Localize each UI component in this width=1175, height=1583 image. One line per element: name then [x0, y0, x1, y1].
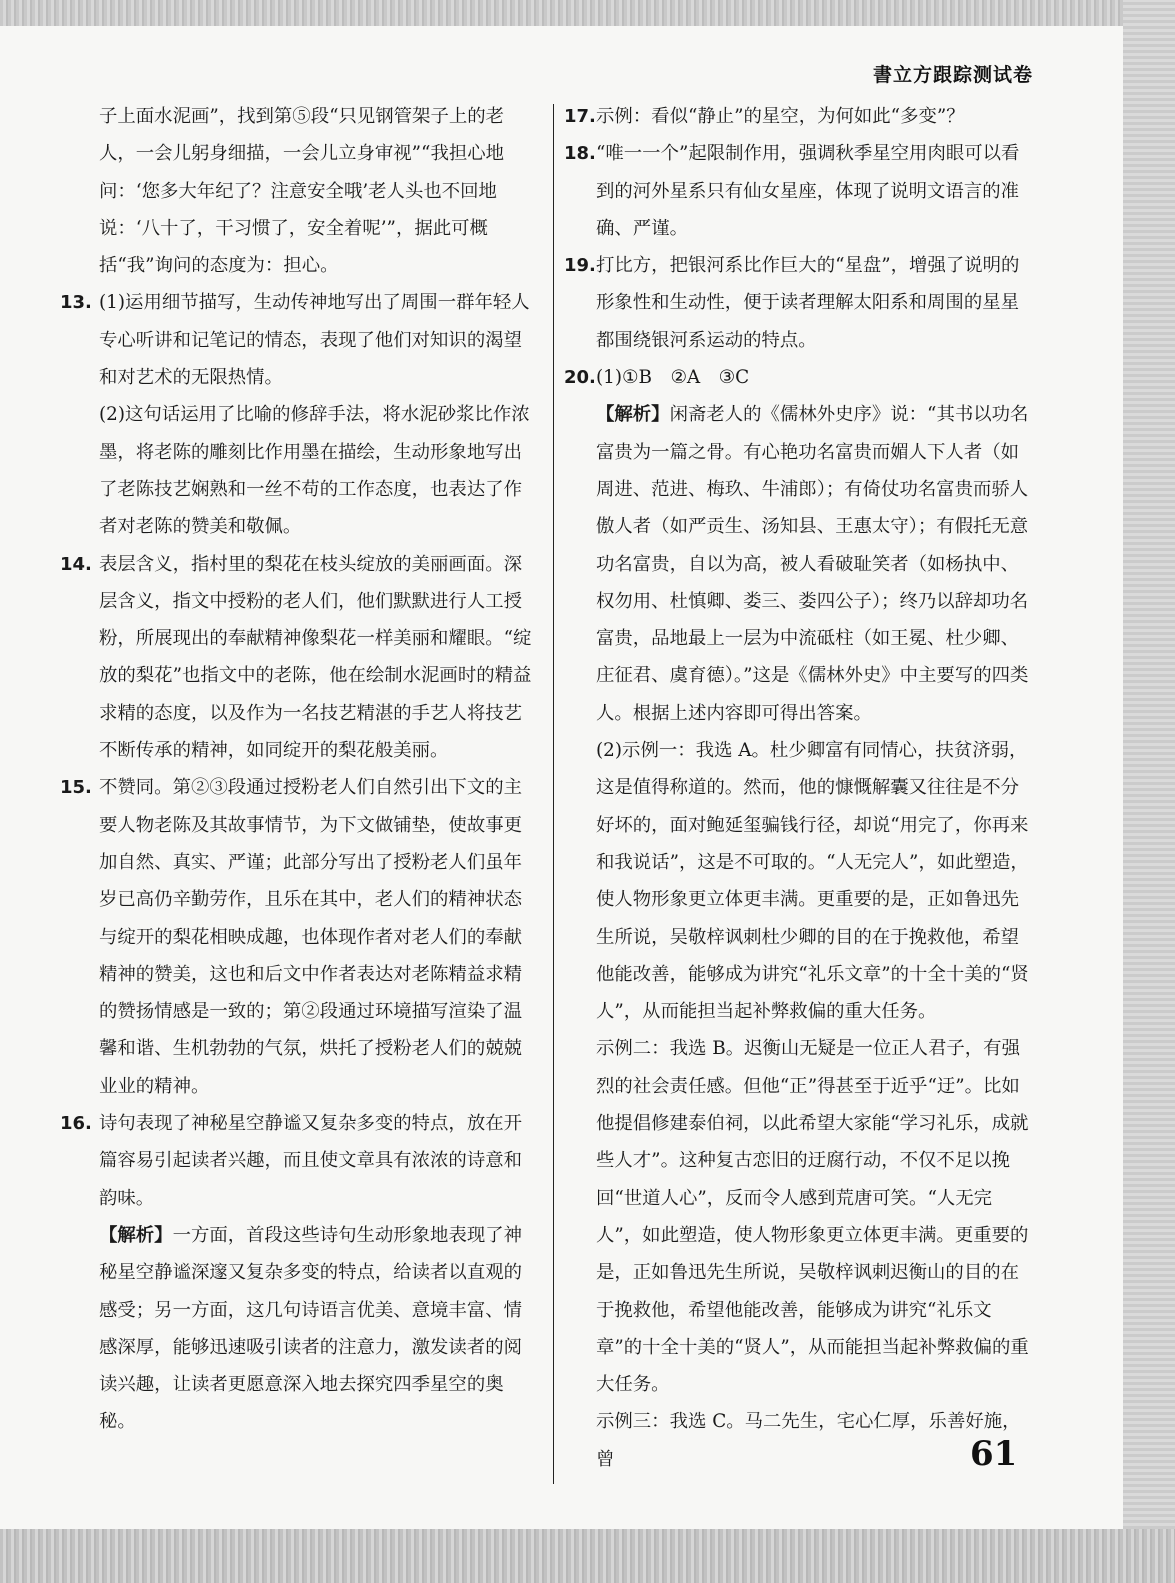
left-column [60, 98, 532, 1441]
question-number: 19. [564, 255, 596, 277]
analysis-text: 闲斋老人的《儒林外史序》说：“其书以功名富贵为一篇之骨。有心艳功名富贵而媚人下人者（如周进、范进、梅玖、牛浦郎）；有倚仗功名富贵而骄人傲人者（如严贡生、汤知县、王惠太守）；有假托无意功名富贵，自以为高，被人看破耻笑者（如杨执中、权勿用、杜慎卿、娄三、娄四公子）；终乃以辞却功名富贵，品地最上一层为中流砥柱（如王冕、杜少卿、庄征君、虞育德）。”这是《儒林外史》中主要写的四类人。根据上述内容即可得出答案。 [596, 404, 1029, 724]
question-18 [564, 135, 1037, 247]
example-paragraph: 示例三：我选 C。马二先生，宅心仁厚，乐善好施，曾 [596, 1411, 1021, 1470]
answer-paragraph: (1)运用细节描写，生动传神地写出了周围一群年轻人专心听讲和记笔记的情态，表现了他们对知识的渴望和对艺术的无限热情。 [99, 292, 530, 389]
question-number: 14. [60, 553, 92, 575]
question-16 [60, 1105, 532, 1441]
answer-paragraph: (1)①B ②A ③C [596, 367, 750, 389]
question-13 [60, 284, 532, 545]
q12-continuation: 子上面水泥画”，找到第⑤段“只见钢管架子上的老人，一会儿躬身细描，一会儿立身审视”“我担心地问：‘您多大年纪了？注意安全哦’老人头也不回地说：‘八十了，干习惯了，安全着呢’”，据此可概括“我”询问的态度为：担心。 [99, 106, 505, 277]
scan-border-bottom [0, 1529, 1175, 1583]
answer-paragraph: 打比方，把银河系比作巨大的“星盘”，增强了说明的形象性和生动性，便于读者理解太阳系和周围的星星都围绕银河系运动的特点。 [596, 255, 1020, 351]
question-number: 18. [564, 143, 596, 165]
answer-paragraph: 示例：看似“静止”的星空，为何如此“多变”？ [596, 106, 965, 127]
scan-border-right [1123, 0, 1175, 1583]
question-15 [60, 769, 532, 1105]
analysis-label: 【解析】 [99, 1224, 173, 1246]
page-header-title: 書立方跟踪测试卷 [872, 64, 1033, 86]
question-number: 15. [60, 777, 92, 799]
question-number: 20. [564, 367, 596, 389]
analysis-paragraph [99, 1217, 532, 1441]
example-paragraph: 示例二：我选 B。迟衡山无疑是一位正人君子，有强烈的社会责任感。但他“正”得甚至于近乎“迂”。比如他提倡修建泰伯祠，以此希望大家能“学习礼乐，成就些人才”。这种复古恋旧的迂腐行动，不仅不足以挽回“世道人心”，反而令人感到荒唐可笑。“人无完人”，如此塑造，使人物形象更立体更丰满。更重要的是，正如鲁迅先生所说，吴敬梓讽刺迟衡山的目的在于挽救他，希望他能改善，能够成为讲究“礼乐文章”的十全十美的“贤人”，从而能担当起补弊救偏的重大任务。 [596, 1038, 1029, 1396]
question-14 [60, 546, 532, 770]
right-column [564, 98, 1037, 1478]
question-number: 17. [564, 106, 596, 127]
question-19 [564, 247, 1037, 359]
answer-paragraph: 不赞同。第②③段通过授粉老人们自然引出下文的主要人物老陈及其故事情节，为下文做铺垫，使故事更加自然、真实、严谨；此部分写出了授粉老人们虽年岁已高仍辛勤劳作，且乐在其中，老人们的精神状态与绽开的梨花相映成趣，也体现作者对老人们的奉献精神的赞美，这也和后文中作者表达对老陈精益求精的赞扬情感是一致的；第②段通过环境描写渲染了温馨和谐、生机勃勃的气氛，烘托了授粉老人们的兢兢业业的精神。 [99, 777, 522, 1097]
page-number: 61 [970, 1434, 1018, 1474]
scan-border-top [0, 0, 1175, 26]
column-divider [553, 104, 554, 1484]
answer-page [0, 26, 1123, 1529]
question-number: 13. [60, 292, 92, 314]
question-20 [564, 359, 1037, 1478]
answer-paragraph: “唯一一个”起限制作用，强调秋季星空用肉眼可以看到的河外星系只有仙女星座，体现了说明文语言的准确、严谨。 [596, 143, 1020, 239]
analysis-paragraph [596, 396, 1037, 732]
analysis-text: 一方面，首段这些诗句生动形象地表现了神秘星空静谧深邃又复杂多变的特点，给读者以直观的感受；另一方面，这几句诗语言优美、意境丰富、情感深厚，能够迅速吸引读者的注意力，激发读者的阅读兴趣，让读者更愿意深入地去探究四季星空的奥秘。 [99, 1224, 523, 1433]
analysis-label: 【解析】 [596, 404, 670, 426]
answer-paragraph: 诗句表现了神秘星空静谧又复杂多变的特点，放在开篇容易引起读者兴趣，而且使文章具有浓浓的诗意和韵味。 [99, 1113, 522, 1209]
question-17 [564, 98, 1037, 135]
example-paragraph: (2)示例一：我选 A。杜少卿富有同情心，扶贫济弱，这是值得称道的。然而，他的慷慨解囊又往往是不分好坏的，面对鲍延玺骗钱行径，却说“用完了，你再来和我说话”，这是不可取的。“人无完人”，如此塑造，使人物形象更立体更丰满。更重要的是，正如鲁迅先生所说，吴敬梓讽刺杜少卿的目的在于挽救他，希望他能改善，能够成为讲究“礼乐文章”的十全十美的“贤人”，从而能担当起补弊救偏的重大任务。 [596, 740, 1029, 1023]
question-number: 16. [60, 1113, 92, 1135]
answer-paragraph: 表层含义，指村里的梨花在枝头绽放的美丽画面。深层含义，指文中授粉的老人们，他们默默进行人工授粉，所展现出的奉献精神像梨花一样美丽和耀眼。“绽放的梨花”也指文中的老陈，他在绘制水泥画时的精益求精的态度，以及作为一名技艺精湛的手艺人将技艺不断传承的精神，如同绽开的梨花般美丽。 [99, 553, 532, 762]
answer-paragraph: (2)这句话运用了比喻的修辞手法，将水泥砂浆比作浓墨，将老陈的雕刻比作用墨在描绘，生动形象地写出了老陈技艺娴熟和一丝不苟的工作态度，也表达了作者对老陈的赞美和敬佩。 [99, 404, 530, 538]
